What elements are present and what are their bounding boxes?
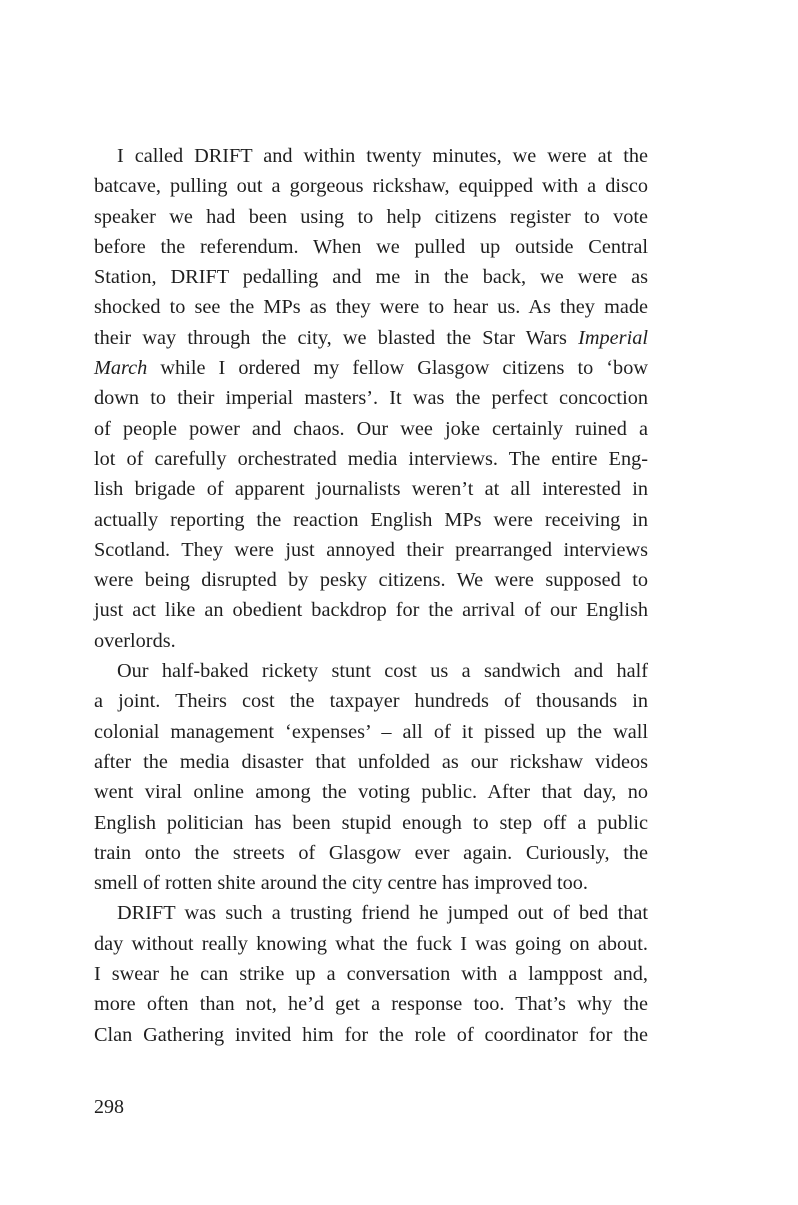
text-segment: colonial management ‘expenses’ – all of it pissed up the wall [94,720,648,743]
text-segment: more often than not, he’d get a response too. That’s why the [94,993,648,1016]
text-segment: were being disrupted by pesky citizens. We were supposed to [94,569,648,592]
text-line [94,474,648,504]
text-segment: went viral online among the voting public. After that day, no [94,781,648,804]
text-line [94,292,648,322]
body-text [94,141,648,1050]
text-segment: Scotland. They were just annoyed their prearranged interviews [94,538,648,561]
text-line [94,383,648,413]
text-segment: actually reporting the reaction English MPs were receiving in [94,508,648,531]
text-segment: batcave, pulling out a gorgeous rickshaw, equipped with a disco [94,175,648,198]
text-segment: down to their imperial masters’. It was the perfect concoction [94,387,648,410]
text-line [94,444,648,474]
text-segment: of people power and chaos. Our wee joke certainly ruined a [94,417,648,440]
text-line [94,565,648,595]
text-segment: smell of rotten shite around the city centre has improved too. [94,872,588,895]
text-segment: before the referendum. When we pulled up outside Central [94,235,648,258]
text-line [94,959,648,989]
text-segment: lot of carefully orchestrated media interviews. The entire Eng- [94,447,648,470]
text-line [94,353,648,383]
text-segment: while I ordered my fellow Glasgow citizens to ‘bow [147,357,648,380]
text-line [94,808,648,838]
text-segment: lish brigade of apparent journalists weren’t at all interested in [94,478,648,501]
text-line [94,323,648,353]
text-line [94,1020,648,1050]
text-segment: Clan Gathering invited him for the role of coordinator for the [94,1023,648,1046]
paragraph [94,141,648,656]
page-number: 298 [94,1096,124,1118]
text-line [94,626,648,656]
text-line [94,535,648,565]
text-segment: their way through the city, we blasted the Star Wars [94,326,579,349]
text-segment: after the media disaster that unfolded as our rickshaw videos [94,750,648,773]
text-line [94,929,648,959]
text-line [94,656,648,686]
text-segment: Station, DRIFT pedalling and me in the back, we were as [94,266,648,289]
text-line [94,232,648,262]
text-line [94,838,648,868]
text-line [94,141,648,171]
paragraph [94,656,648,898]
text-segment: just act like an obedient backdrop for the arrival of our English [94,599,648,622]
text-line [94,262,648,292]
text-segment: English politician has been stupid enough to step off a public [94,811,648,834]
text-segment: day without really knowing what the fuck I was going on about. [94,932,648,955]
text-segment: I called DRIFT and within twenty minutes, we were at the [117,145,648,167]
italic-text: March [94,357,148,380]
text-line [94,505,648,535]
text-segment: shocked to see the MPs as they were to hear us. As they made [94,296,648,319]
text-segment: DRIFT was such a trusting friend he jumped out of bed that [117,902,648,925]
text-line [94,595,648,625]
text-line [94,989,648,1019]
italic-text: Imperial [578,326,648,349]
text-line [94,717,648,747]
text-line [94,777,648,807]
text-line [94,898,648,928]
text-segment: overlords. [94,629,176,652]
text-line [94,414,648,444]
text-segment: I swear he can strike up a conversation with a lamppost and, [94,963,648,986]
text-line [94,868,648,898]
paragraph [94,898,648,1049]
text-line [94,747,648,777]
text-line [94,686,648,716]
text-segment: Our half-baked rickety stunt cost us a sandwich and half [117,660,648,683]
text-segment: speaker we had been using to help citizens register to vote [94,205,648,228]
text-line [94,202,648,232]
text-line [94,171,648,201]
text-segment: train onto the streets of Glasgow ever again. Curiously, the [94,841,648,864]
text-segment: a joint. Theirs cost the taxpayer hundreds of thousands in [94,690,648,713]
